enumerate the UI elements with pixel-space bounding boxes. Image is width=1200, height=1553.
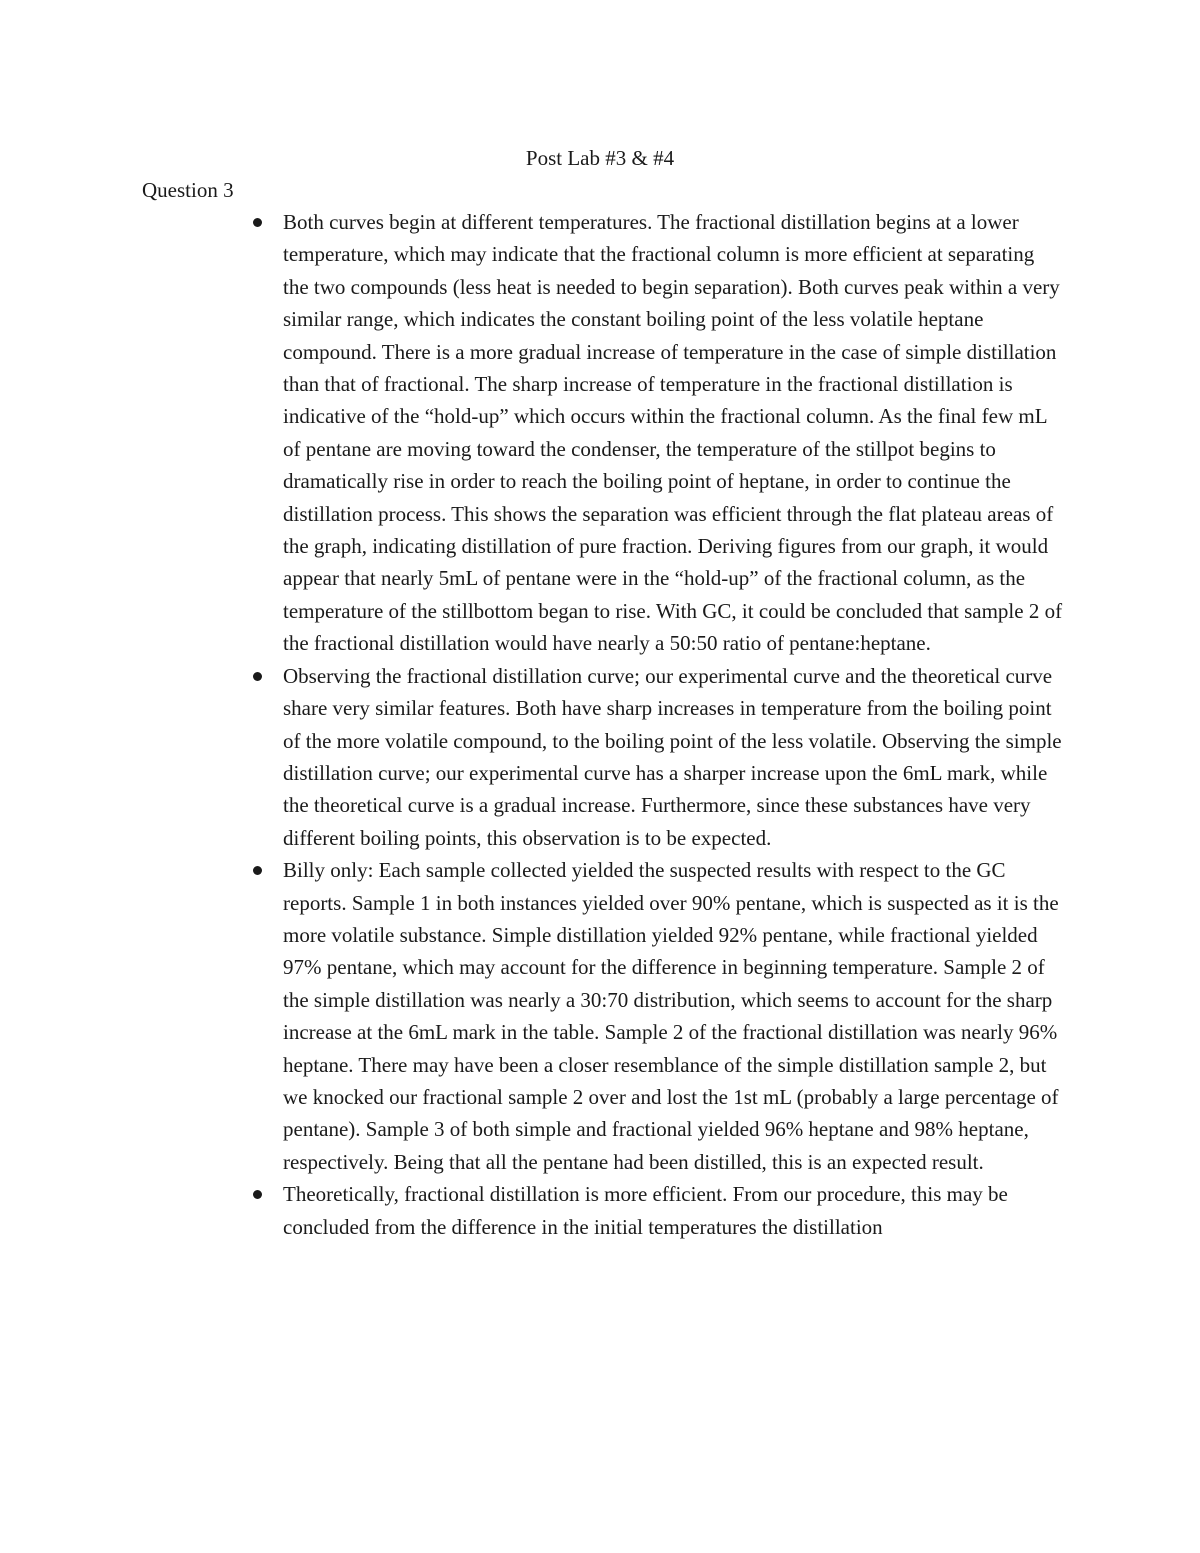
answer-bullet-text: Theoretically, fractional distillation is more efficient. From our procedure, this may be concluded from the difference in the initial temperatures the distillation bbox=[283, 1182, 1008, 1239]
answer-bullet bbox=[283, 854, 1063, 1178]
answer-bullet bbox=[283, 660, 1063, 854]
answer-bullet-text: Both curves begin at different temperatures. The fractional distillation begins at a lower temperature, which may indicate that the fractional column is more efficient at separating the two compounds (less heat is needed to begin separation). Both curves peak within a very similar range, which indicates the constant boiling point of the less volatile heptane compound. There is a more gradual increase of temperature in the case of simple distillation than that of fractional. The sharp increase of temperature in the fractional distillation is indicative of the “hold-up” which occurs within the fractional column. As the final few mL of pentane are moving toward the condenser, the temperature of the stillpot begins to dramatically rise in order to reach the boiling point of heptane, in order to continue the distillation process. This shows the separation was efficient through the flat plateau areas of the graph, indicating distillation of pure fraction. Deriving figures from our graph, it would appear that nearly 5mL of pentane were in the “hold-up” of the fractional column, as the temperature of the stillbottom began to rise. With GC, it could be concluded that sample 2 of the fractional distillation would have nearly a 50:50 ratio of pentane:heptane. bbox=[283, 210, 1063, 656]
answer-bullet-text: Billy only: Each sample collected yielded the suspected results with respect to the GC reports. Sample 1 in both instances yielded over 90% pentane, which is suspected as it is the more volatile substance. Simple distillation yielded 92% pentane, while fractional yielded 97% pentane, which may account for the difference in beginning temperature. Sample 2 of the simple distillation was nearly a 30:70 distribution, which seems to account for the sharp increase at the 6mL mark in the table. Sample 2 of the fractional distillation was nearly 96% heptane. There may have been a closer resemblance of the simple distillation sample 2, but we knocked our fractional sample 2 over and lost the 1st mL (probably a large percentage of pentane). Sample 3 of both simple and fractional yielded 96% heptane and 98% heptane, respectively. Being that all the pentane had been distilled, this is an expected result. bbox=[283, 858, 1059, 1174]
answer-bullet-list bbox=[283, 206, 1063, 1243]
bullet-dot-icon bbox=[253, 866, 262, 875]
document-title: Post Lab #3 & #4 bbox=[525, 146, 675, 170]
question-label: Question 3 bbox=[142, 178, 234, 202]
bullet-dot-icon bbox=[253, 218, 262, 227]
bullet-dot-icon bbox=[253, 672, 262, 681]
answer-bullet bbox=[283, 1178, 1063, 1243]
answer-bullet-text: Observing the fractional distillation curve; our experimental curve and the theoretical curve share very similar features. Both have sharp increases in temperature from the boiling point of the more volatile compound, to the boiling point of the less volatile. Observing the simple distillation curve; our experimental curve has a sharper increase upon the 6mL mark, while the theoretical curve is a gradual increase. Furthermore, since these substances have very different boiling points, this observation is to be expected. bbox=[283, 663, 1062, 850]
answer-bullet bbox=[283, 206, 1063, 660]
bullet-dot-icon bbox=[253, 1190, 262, 1199]
